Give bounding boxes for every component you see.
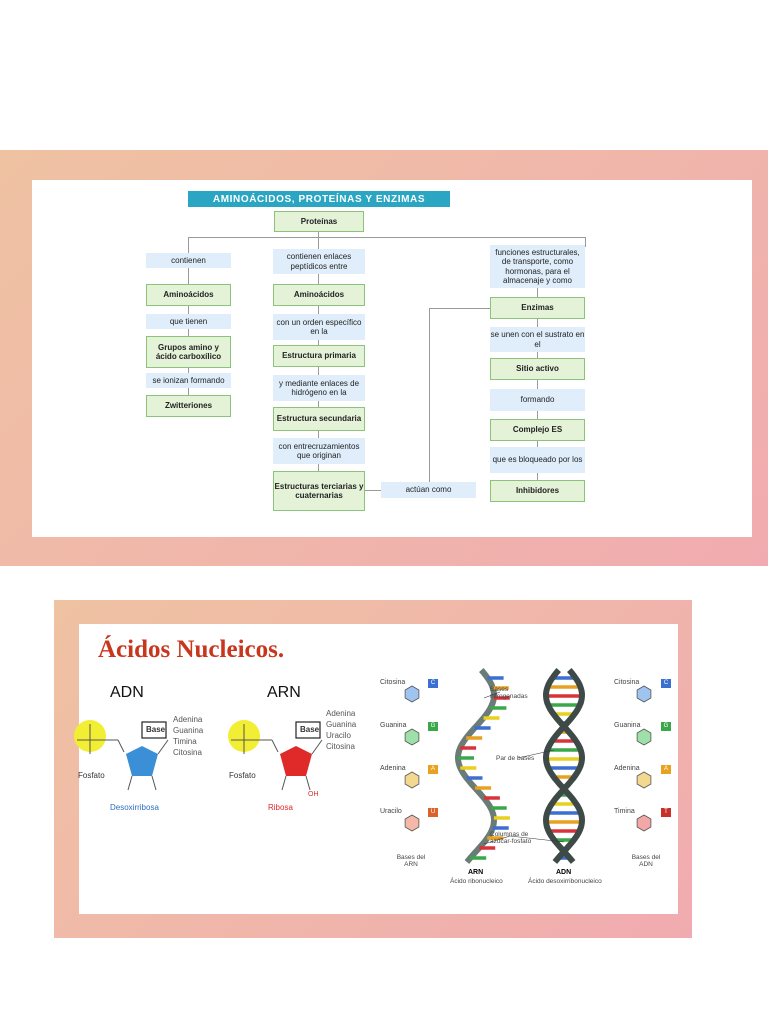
- right-base-1-name: Guanina: [614, 722, 641, 729]
- arn-backbone: [458, 670, 494, 862]
- link-center-1: contienen enlaces peptídicos entre: [273, 249, 365, 274]
- base-molecule-icon: [405, 686, 419, 702]
- right-caption: Bases del ADN: [631, 854, 661, 868]
- arn-base-box-label: Base: [300, 725, 320, 734]
- base-molecule-icon: [405, 815, 419, 831]
- node-aminoacidos-left: Aminoácidos: [146, 284, 231, 306]
- arn-base-item: Uracilo: [326, 731, 351, 740]
- right-base-1-code: G: [661, 722, 671, 731]
- left-base-2-code: A: [428, 765, 438, 774]
- base-molecule-icon: [637, 729, 651, 745]
- link-left-3: se ionizan formando: [146, 373, 231, 388]
- concept-map-title: AMINOÁCIDOS, PROTEÍNAS Y ENZIMAS: [188, 191, 450, 207]
- right-base-2-name: Adenina: [614, 765, 640, 772]
- adn-base-item: Guanina: [173, 726, 204, 735]
- arn-full-label: Ácido ribonucleico: [450, 878, 503, 885]
- connector: [429, 308, 430, 491]
- left-base-3-code: U: [428, 808, 438, 817]
- connector: [429, 308, 491, 309]
- node-grupos-amino: Grupos amino y ácido carboxílico: [146, 336, 231, 368]
- link-center-4: con entrecruzamientos que originan: [273, 438, 365, 464]
- link-center-2: con un orden específico en la: [273, 314, 365, 340]
- adn-bases-list: [173, 714, 203, 758]
- base-molecule-icon: [637, 815, 651, 831]
- right-base-0-code: C: [661, 679, 671, 688]
- left-base-0-code: C: [428, 679, 438, 688]
- node-aminoacidos-center: Aminoácidos: [273, 284, 365, 306]
- base-molecule-icon: [637, 772, 651, 788]
- adn-phosphate-label: Fosfato: [78, 771, 105, 780]
- node-complejo-es: Complejo ES: [490, 419, 585, 441]
- adn-base-item: Timina: [173, 737, 197, 746]
- link-right-3: formando: [490, 389, 585, 411]
- base-molecule-icon: [637, 686, 651, 702]
- connector: [188, 237, 189, 253]
- left-base-3-name: Uracilo: [380, 808, 402, 815]
- arn-phosphate-label: Fosfato: [229, 771, 256, 780]
- adn-base-box-label: Base: [146, 725, 166, 734]
- connector: [188, 237, 586, 238]
- adn-base-item: Citosina: [173, 748, 202, 757]
- node-zwitteriones: Zwitteriones: [146, 395, 231, 417]
- right-base-3-code: T: [661, 808, 671, 817]
- adn-heading: ADN: [110, 684, 144, 701]
- link-left-1: contienen: [146, 253, 231, 268]
- arn-bases-list: [326, 708, 356, 752]
- left-base-2-name: Adenina: [380, 765, 406, 772]
- arn-base-item: Citosina: [326, 742, 355, 751]
- left-base-0-name: Citosina: [380, 679, 406, 686]
- adn-label: ADN: [556, 869, 572, 876]
- nucleic-title: Ácidos Nucleicos.: [98, 636, 285, 663]
- link-right-2: se unen con el sustrato en el: [490, 327, 585, 352]
- arn-base-item: Adenina: [326, 709, 356, 718]
- base-molecule-icon: [405, 772, 419, 788]
- link-center-3: y mediante enlaces de hidrógeno en la: [273, 375, 365, 401]
- connector: [318, 232, 319, 250]
- arn-oh-label: OH: [308, 791, 319, 798]
- base-molecule-icon: [405, 729, 419, 745]
- arn-base-item: Guanina: [326, 720, 357, 729]
- right-base-0-name: Citosina: [614, 679, 640, 686]
- label-columnas: Columnas de azúcar-fosfato: [490, 831, 532, 845]
- link-right-4: que es bloqueado por los: [490, 447, 585, 473]
- node-estructura-primaria: Estructura primaria: [273, 345, 365, 367]
- left-base-1-name: Guanina: [380, 722, 407, 729]
- left-caption: Bases del ARN: [396, 854, 426, 868]
- node-estructuras-terciarias: Estructuras terciarias y cuaternarias: [273, 471, 365, 511]
- helix-illustration: [372, 664, 676, 890]
- link-right-1: funciones estructurales, de transporte, como hormonas, para el almacenaje y como: [490, 245, 585, 288]
- adn-sugar-label: Desoxirribosa: [110, 803, 159, 812]
- arn-label: ARN: [468, 869, 484, 876]
- link-actuan-como: actúan como: [381, 482, 476, 498]
- node-sitio-activo: Sitio activo: [490, 358, 585, 380]
- link-left-2: que tienen: [146, 314, 231, 329]
- left-base-1-code: G: [428, 722, 438, 731]
- node-enzimas: Enzimas: [490, 297, 585, 319]
- label-par-de-bases: Par de bases: [496, 755, 535, 762]
- adn-base-item: Adenina: [173, 715, 203, 724]
- node-inhibidores: Inhibidores: [490, 480, 585, 502]
- label-bases-nitrogenadas: Bases nitrogenadas: [490, 686, 528, 700]
- right-base-3-name: Timina: [614, 808, 635, 815]
- node-estructura-secundaria: Estructura secundaria: [273, 407, 365, 431]
- connector: [585, 237, 586, 247]
- arn-heading: ARN: [267, 684, 301, 701]
- arn-sugar-label: Ribosa: [268, 803, 293, 812]
- adn-full-label: Ácido desoxirribonucleico: [528, 878, 602, 885]
- right-base-2-code: A: [661, 765, 671, 774]
- node-root: Proteínas: [274, 211, 364, 232]
